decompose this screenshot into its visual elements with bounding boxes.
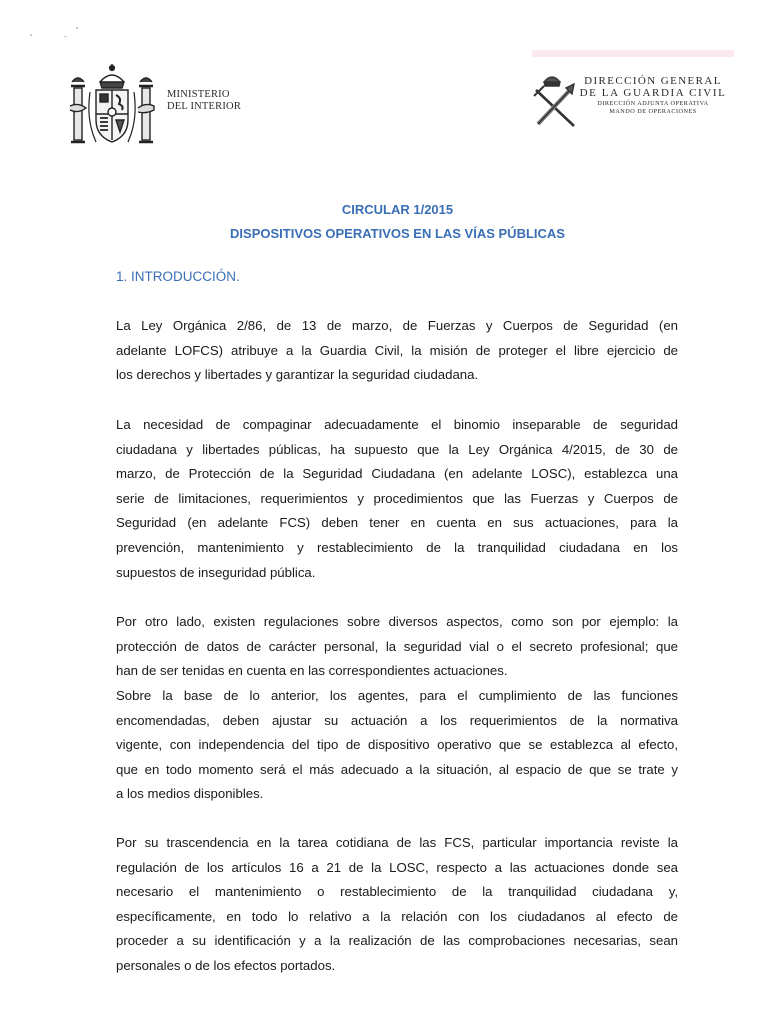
paragraph-line: protección de datos de carácter personal, la seguridad vial o el secreto profesional; que (116, 638, 678, 654)
paragraph-line: encomendadas, deben ajustar su actuación a los requerimientos de la normativa (116, 712, 678, 728)
body-paragraph (116, 684, 678, 807)
paragraph-line: específicamente, en todo lo relativo a la relación con los ciudadanos al efecto de (116, 908, 678, 924)
document-title (0, 198, 768, 246)
scan-speck (64, 36, 67, 37)
directorate-line: DE LA GUARDIA CIVIL (579, 87, 727, 99)
guardia-civil-emblem-icon (530, 70, 582, 128)
paragraph-line: marzo, de Protección de la Seguridad Ciudadana (en adelante LOSC), establezca una (116, 466, 678, 482)
directorate-line: DIRECCIÓN GENERAL (584, 75, 722, 87)
body-paragraph (116, 413, 678, 585)
paragraph-line: regulación de los artículos 16 a 21 de la LOSC, respecto a las actuaciones donde sea (116, 859, 678, 875)
paragraph-line: proceder a su identificación y a la realización de las comprobaciones necesarias, sean (116, 933, 678, 949)
paragraph-line: Por otro lado, existen regulaciones sobre diversos aspectos, como son por ejemplo: la (116, 614, 678, 629)
body-paragraph (116, 314, 678, 388)
paragraph-line: prevención, mantenimiento y restablecimiento de la tranquilidad ciudadana en los (116, 539, 678, 555)
paragraph-line: personales o de los efectos portados. (116, 957, 336, 973)
paragraph-line: vigente, con independencia del tipo de dispositivo operativo que se establezca al efecto, (116, 737, 678, 753)
paragraph-line: La Ley Orgánica 2/86, de 13 de marzo, de Fuerzas y Cuerpos de Seguridad (en (116, 318, 678, 333)
ministry-line: MINISTERIO (167, 89, 230, 100)
paragraph-line: han de ser tenidas en cuenta en las correspondientes actuaciones. (116, 663, 508, 679)
paragraph-line: los derechos y libertades y garantizar la seguridad ciudadana. (116, 367, 479, 383)
paragraph-line: adelante LOFCS) atribuye a la Guardia Civil, la misión de proteger el libre ejercicio de (116, 342, 678, 358)
paragraph-line: a los medios disponibles. (116, 786, 264, 802)
paragraph-line: La necesidad de compaginar adecuadamente el binomio inseparable de seguridad (116, 417, 678, 432)
spanish-coat-of-arms-icon (66, 62, 158, 152)
scan-artifact-strip (532, 50, 734, 57)
section-heading: 1. INTRODUCCIÓN. (116, 269, 240, 284)
directorate-subline: DIRECCIÓN ADJUNTA OPERATIVA (597, 100, 709, 107)
paragraph-line: supuestos de inseguridad pública. (116, 564, 316, 580)
title-line-circular: CIRCULAR 1/2015 (341, 202, 454, 217)
paragraph-line: necesario el mantenimiento o restablecimiento de la tranquilidad ciudadana y, (116, 884, 678, 900)
paragraph-line: ciudadana y libertades públicas, ha supuesto que la Ley Orgánica 4/2015, de 30 de (116, 441, 678, 457)
paragraph-line: serie de limitaciones, requerimientos y procedimientos que las Fuerzas y Cuerpos de (116, 490, 678, 506)
paragraph-line: Por su trascendencia en la tarea cotidiana de las FCS, particular importancia reviste la (116, 835, 678, 850)
ministry-name (167, 89, 241, 113)
title-line-subject: DISPOSITIVOS OPERATIVOS EN LAS VÍAS PÚBLICAS (230, 226, 565, 241)
body-paragraph (116, 610, 678, 684)
ministry-line: DEL INTERIOR (167, 101, 242, 112)
paragraph-line: que en todo momento será el más adecuado a la situación, al espacio de que se trate y (116, 761, 678, 777)
directorate-subline: MANDO DE OPERACIONES (609, 108, 697, 115)
scan-speck (76, 27, 78, 29)
paragraph-line: Seguridad (en adelante FCS) deben tener en cuenta en sus actuaciones, para la (116, 515, 678, 531)
paragraph-line: Sobre la base de lo anterior, los agentes, para el cumplimiento de las funciones (116, 688, 678, 703)
scan-speck (30, 34, 32, 36)
body-paragraph (116, 831, 678, 979)
guardia-civil-directorate (578, 75, 728, 115)
